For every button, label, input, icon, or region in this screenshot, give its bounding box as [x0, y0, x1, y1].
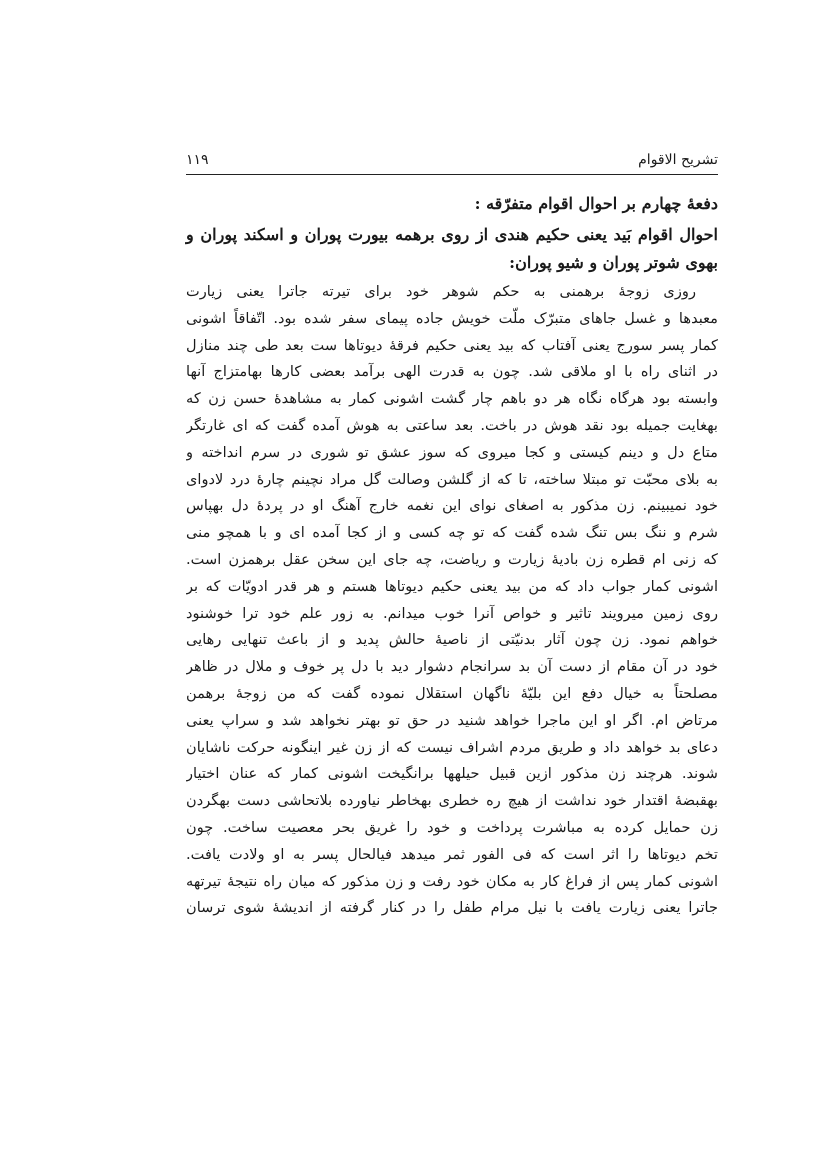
text-line: مرتاض ام. اگر او این ماجرا خواهد شنید در حق تو بهتر نخواهد شد و سراپ یعنی — [186, 711, 718, 729]
text-line: وابسته بود هرگاه نگاه هر دو باهم چار گشت اشونی کمار به مشاهدهٔ حسن زن که — [186, 390, 718, 408]
text-line: روزی زوجهٔ برهمنی به حکم شوهر خود برای تیرته جاترا یعنی زیارت — [186, 283, 696, 300]
text-line: در اثنای راه با او ملاقی شد. چون به قدرت الهی برآمد بعضی کارها بهامتزاج آنها — [186, 363, 718, 381]
text-line: به بلای محبّت تو مبتلا ساخته، تا که از گلشن وصالت گل مراد نچینم چارهٔ درد لادوای — [186, 470, 718, 488]
book-page — [186, 150, 718, 922]
running-header — [186, 150, 718, 175]
text-line: اشونی کمار پس از فراغ کار به مکان خود رفت و زن مذکور که میان راه نتیجهٔ تیرتهه — [186, 872, 718, 890]
page-number: ۱۱۹ — [186, 152, 209, 168]
text-line: متاع دل و دینم کیستی و کجا میروی که سوز عشق تو شوری در سرم انداخته و — [186, 443, 718, 461]
text-line: شوند. هرچند زن مذکور ازین قبیل حیلهها برانگیخت اشونی کمار که عنان اختیار — [186, 765, 718, 783]
text-line: روی زمین میرویند تاثیر و خواص آنرا خوب میدانم. به زور علم خود ترا خوشنود — [186, 604, 718, 622]
text-line: اشونی کمار جواب داد که من بید یعنی حکیم دیوتاها هستم و هر قدر ادویّات که بر — [186, 577, 718, 595]
text-line: مصلحتاً به خیال دفع این بلیّهٔ ناگهان استقلال نموده گفت که من زوجهٔ برهمن — [186, 684, 718, 702]
text-line: که زنی ام قطره زن بادیهٔ زیارت و ریاضت، چه جای این سخن عقل برهمزن است. — [186, 550, 718, 568]
text-line: دعای بد خواهد داد و طریق مردم اشراف نیست که از زن غیر اینگونه حرکت ناشایان — [186, 738, 718, 756]
text-line: خود در آن مقام از دست آن بد سرانجام دشوار دید با دل پر خوف و ملال در ظاهر — [186, 658, 718, 676]
text-line: زن حمایل کرده به مباشرت پرداخت و خود را غریق بحر معصیت ساخت. چون — [186, 818, 718, 836]
text-line: جاترا یعنی زیارت یافت با نیل مرام طفل را در کنار گرفته از اندیشهٔ شوی ترسان — [186, 899, 718, 917]
text-line: خود نمیبینم. زن مذکور به اصغای نوای این نغمه خارج آهنگ او در پردهٔ دل بهپاس — [186, 497, 718, 515]
section-heading: دفعهٔ چهارم بر احوال اقوام متفرّقه : — [474, 194, 718, 213]
running-title: تشریح الاقوام — [638, 152, 718, 168]
text-line: بهقبضهٔ اقتدار خود نداشت از هیچ ره خطری بهخاطر نیاورده بلاتحاشی دست بهگردن — [186, 792, 718, 810]
text-line: معبدها و غسل جاهای متبرّک ملّت خویش جاده پیمای سفر شده بود. اتّفاقاً اشونی — [186, 309, 718, 327]
text-line: شرم و ننگ بس تنگ شده گفت که تو چه کسی و از کجا آمده ای و با همچو منی — [186, 524, 718, 542]
text-line: بهغایت جمیله بود نقد هوش در باخت. بعد ساعتی به هوش آمده گفت که ای غارتگر — [186, 416, 718, 434]
text-line: خواهم نمود. زن چون آثار بدنیّتی از ناصیهٔ حالش پدید و از باعث تنهایی رهایی — [186, 631, 718, 649]
text-line: تخم دیوتاها را اثر است که فی الفور ثمر میدهد فیالحال پسر به او ولادت یافت. — [186, 845, 718, 863]
body-text — [186, 279, 718, 922]
section-subheading: احوال اقوام بَید یعنی حکیم هندی از روی برهمه بیورت پوران و اسکند پوران و بهوی شوتر پوران و شیو پوران: — [186, 225, 718, 272]
text-line: کمار پسر سورج یعنی آفتاب که بید یعنی حکیم فرقهٔ دیوتاها ست بعد طی چند منازل — [186, 336, 718, 354]
